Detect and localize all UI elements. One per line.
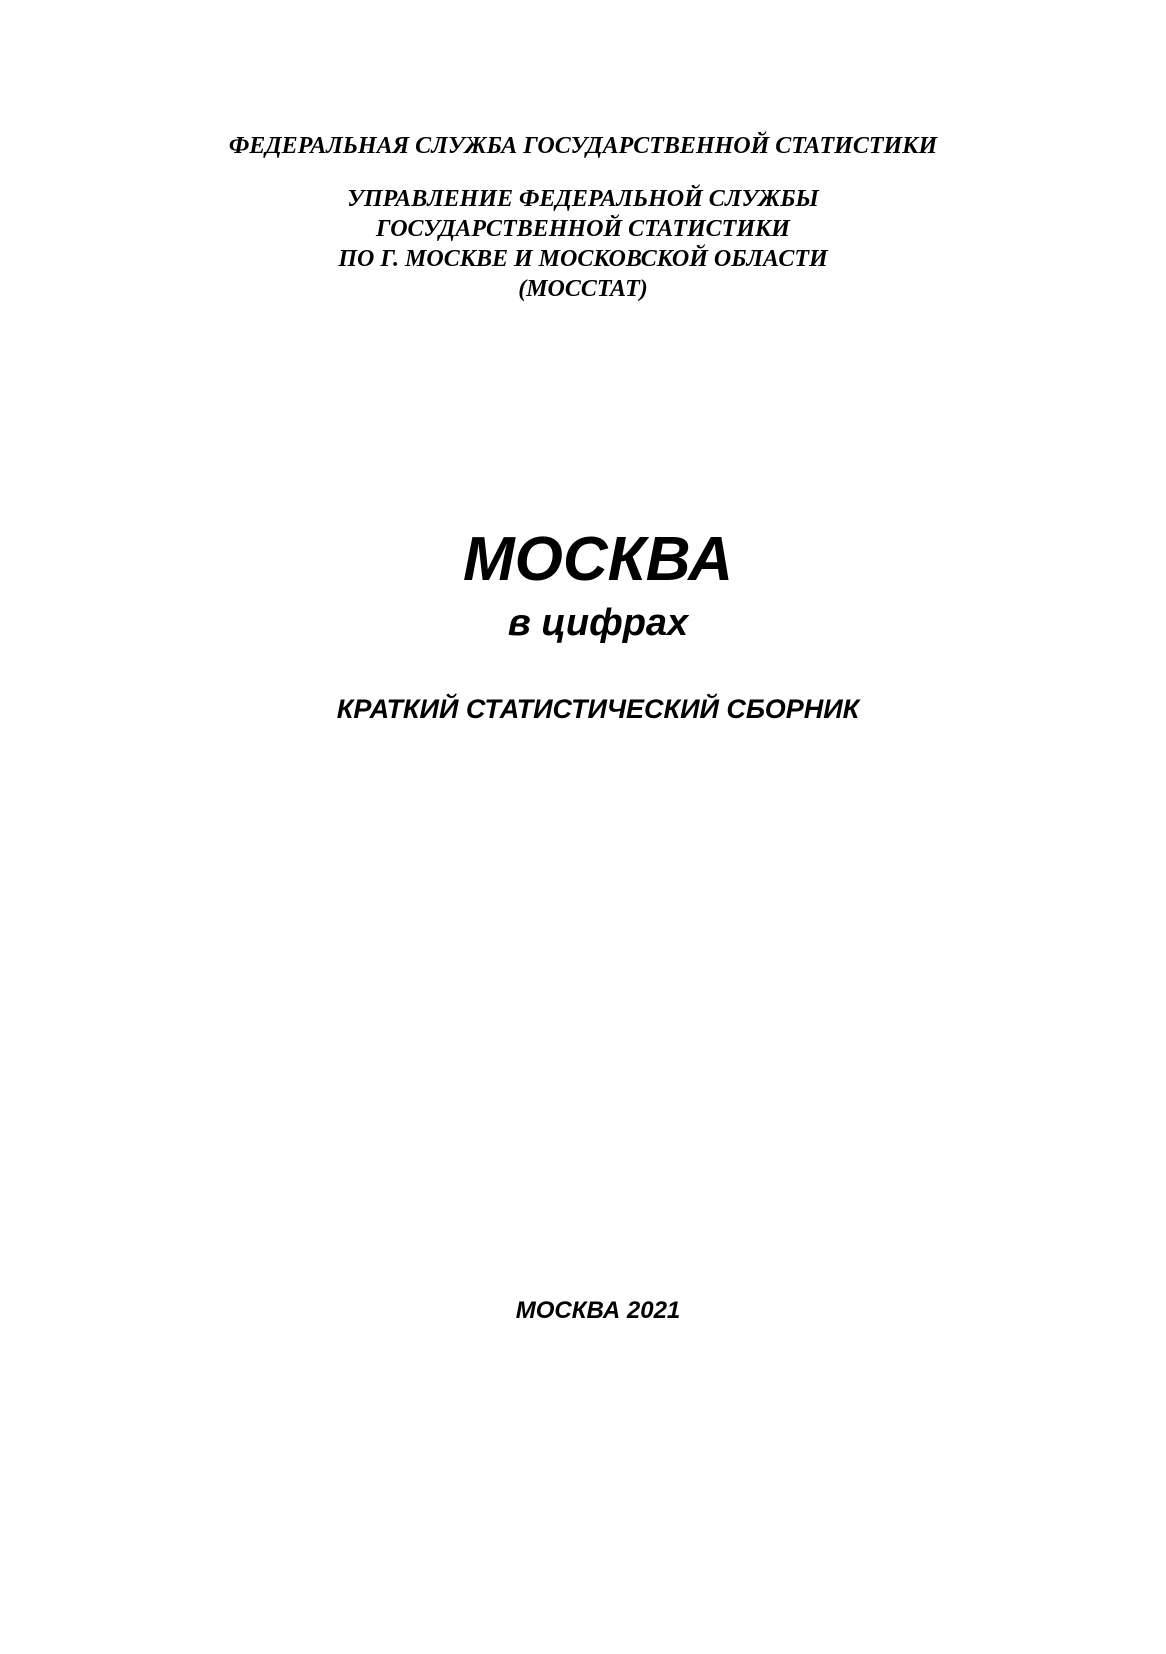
publication-kind: КРАТКИЙ СТАТИСТИЧЕСКИЙ СБОРНИК [336, 694, 860, 724]
publication-title: МОСКВА [463, 525, 733, 594]
department-abbreviation: (МОССТАТ) [518, 276, 648, 302]
department-line: УПРАВЛЕНИЕ ФЕДЕРАЛЬНОЙ СЛУЖБЫ [347, 186, 819, 212]
department-line: ГОСУДАРСТВЕННОЙ СТАТИСТИКИ [376, 216, 790, 242]
imprint-place-year: МОСКВА 2021 [515, 1297, 681, 1324]
department-line: ПО Г. МОСКВЕ И МОСКОВСКОЙ ОБЛАСТИ [338, 246, 828, 272]
agency-name: ФЕДЕРАЛЬНАЯ СЛУЖБА ГОСУДАРСТВЕННОЙ СТАТИСТИКИ [228, 133, 938, 159]
department-block [0, 184, 1166, 304]
publication-subtitle: в цифрах [507, 602, 689, 644]
